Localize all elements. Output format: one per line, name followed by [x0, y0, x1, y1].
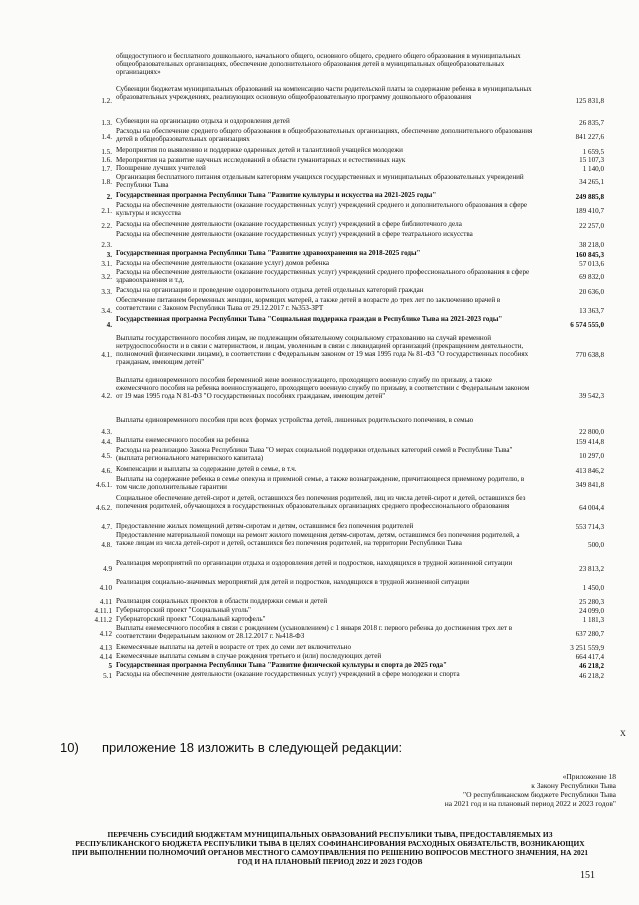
- row-description: Реализация социально-значимых мероприятий для детей и подростков, находящихся в трудной жизненной ситуации: [116, 578, 470, 586]
- row-number: 1.2.: [101, 97, 112, 105]
- row-number: 4.6.1.: [96, 480, 112, 489]
- row-amount: 39 542,3: [579, 392, 604, 400]
- table-row: [76, 578, 606, 597]
- row-number: 4.8.: [101, 541, 112, 549]
- table-row: [76, 334, 606, 376]
- row-number: 4.11.2: [94, 616, 112, 624]
- row-description: Расходы на обеспечение деятельности (оказание услуг) домов ребенка: [116, 259, 330, 267]
- row-number: 1.3.: [101, 119, 112, 127]
- row-number: 3.4.: [101, 307, 112, 315]
- table-row: [76, 191, 606, 201]
- row-amount: 500,0: [588, 541, 604, 549]
- row-number: 4.10: [99, 583, 112, 592]
- appendix-reference: [380, 772, 616, 808]
- table-row: [76, 156, 606, 164]
- table-row: [76, 315, 606, 334]
- row-amount: 1 450,0: [582, 583, 604, 592]
- row-amount: 69 832,0: [579, 273, 604, 281]
- row-description: Государственная программа Республики Тыва "Развитие культуры и искусства на 2021-2025 годы": [116, 191, 437, 199]
- row-number: 1.5.: [101, 148, 112, 156]
- row-amount: 46 218,2: [579, 662, 604, 670]
- row-number: 4.13: [99, 644, 112, 652]
- table-row: [76, 615, 606, 624]
- row-amount: 20 636,0: [579, 288, 604, 296]
- row-amount: 159 414,8: [575, 438, 604, 446]
- row-description: общедоступного и бесплатного дошкольного, начального общего, основного общего, среднего общего образования в муниципальных общеобразовательных организациях, обеспечение дополнительного образования детей в муниципальных общеобразовательных организациях»: [116, 52, 521, 76]
- table-row: [76, 465, 606, 475]
- row-description: Субвенции на организацию отдыха и оздоровления детей: [116, 117, 290, 125]
- row-amount: 57 013,6: [579, 260, 604, 268]
- row-amount: 349 841,8: [575, 480, 604, 489]
- table-row: [76, 446, 606, 465]
- appendix-line: "О республиканском бюджете Республики Тыва: [463, 790, 616, 799]
- row-number: 4.11.1: [94, 607, 112, 615]
- row-number: 3.1.: [101, 260, 112, 268]
- row-description: Расходы на обеспечение деятельности (оказание государственных услуг) учреждений в сфере библиотечного дела: [116, 220, 462, 228]
- row-number: 2.3.: [101, 241, 112, 249]
- row-number: 4.: [106, 320, 112, 329]
- row-number: 3.3.: [101, 288, 112, 296]
- row-amount: 15 107,3: [579, 156, 604, 164]
- table-row: [76, 624, 606, 643]
- row-number: 4.5.: [101, 451, 112, 460]
- row-description: Субвенции бюджетам муниципальных образований на компенсацию части родительской платы за содержание ребенка в муниципальных образовательных учреждениях, реализующих основную общеобразовательную программу дошкольного образования: [116, 85, 532, 101]
- row-number: 4.14: [99, 653, 112, 661]
- row-description: Предоставление материальной помощи на ремонт жилого помещения детям-сиротам, детям, оставшимся без попечения родителей, а также лицам из числа детей-сирот и детей, оставшихся без попечения родителей, на территории Республики Тыва: [116, 531, 520, 547]
- row-amount: 1 140,0: [582, 165, 604, 173]
- row-amount: 664 417,4: [575, 653, 604, 661]
- table-row: [76, 249, 606, 259]
- table-row: [76, 220, 606, 230]
- table-row: [76, 652, 606, 661]
- table-row: [76, 127, 606, 146]
- table-row: [76, 597, 606, 606]
- table-row: [76, 436, 606, 446]
- table-row: [76, 286, 606, 296]
- row-number: 1.6.: [101, 156, 112, 164]
- table-row: [76, 201, 606, 220]
- row-description: Расходы на организацию и проведение оздоровительного отдыха детей отдельных категорий граждан: [116, 286, 424, 294]
- row-number: 3.: [106, 251, 112, 259]
- row-number: 4.1.: [101, 351, 112, 359]
- row-description: Расходы на обеспечение деятельности (оказание государственных услуг) учреждений в сфере молодежи и спорта: [116, 670, 460, 678]
- row-number: 2.: [106, 193, 112, 201]
- row-amount: 25 280,3: [579, 598, 604, 606]
- row-amount: 413 846,2: [575, 467, 604, 475]
- row-description: Компенсации и выплаты за содержание детей в семье, в т.ч.: [116, 465, 297, 473]
- row-description: Мероприятия по выявлению и поддержке одаренных детей и талантливой учащейся молодежи: [116, 146, 403, 154]
- row-amount: 1 659,5: [582, 148, 604, 156]
- row-amount: 1 181,3: [582, 616, 604, 624]
- appendix-line: «Приложение 18: [562, 772, 616, 781]
- table-row: [76, 259, 606, 268]
- list-heading: ПЕРЕЧЕНЬ СУБСИДИЙ БЮДЖЕТАМ МУНИЦИПАЛЬНЫХ ОБРАЗОВАНИЙ РЕСПУБЛИКИ ТЫВА, ПРЕДОСТАВЛЯЕМЫХ ИЗ РЕСПУБЛИКАНСКОГО БЮДЖЕТА РЕСПУБЛИКИ ТЫВА В ЦЕЛЯХ СОФИНАНСИРОВАНИЯ РАСХОДНЫХ ОБЯЗАТЕЛЬСТВ, ВОЗНИКАЮЩИХ ПРИ ВЫПОЛНЕНИИ ПОЛНОМОЧИЙ ОРГАНОВ МЕСТНОГО САМОУПРАВЛЕНИЯ ПО РЕШЕНИЮ ВОПРОСОВ МЕСТНОГО ЗНАЧЕНИЯ, НА 2021 ГОД И НА ПЛАНОВЫЙ ПЕРИОД 2022 И 2023 ГОДОВ: [71, 830, 589, 866]
- appendix-line: к Закону Республики Тыва: [531, 781, 616, 790]
- table-row: [76, 416, 606, 436]
- row-description: Выплаты на содержание ребенка в семье опекуна и приемной семье, а также вознаграждение, причитающееся приемному родителю, в том числе дополнительные гарантии: [116, 475, 525, 491]
- row-number: 4.11: [99, 598, 112, 606]
- table-row: [76, 606, 606, 615]
- row-number: 4.4.: [101, 438, 112, 446]
- table-row: [76, 670, 606, 680]
- row-amount: 64 004,4: [579, 504, 604, 512]
- row-number: 1.8.: [101, 178, 112, 186]
- row-amount: 23 813,2: [579, 564, 604, 573]
- table-row: [76, 268, 606, 286]
- table-row: [76, 643, 606, 652]
- row-amount: 13 363,7: [579, 307, 604, 315]
- table-row: [76, 117, 606, 127]
- row-amount: 249 885,8: [575, 193, 604, 201]
- row-amount: 770 638,8: [575, 351, 604, 359]
- table-row: [76, 52, 606, 85]
- item-number: 10): [60, 740, 79, 755]
- row-number: 4.2.: [101, 392, 112, 400]
- row-amount: 24 099,0: [579, 607, 604, 615]
- row-number: 4.7.: [101, 523, 112, 531]
- table-row: [76, 376, 606, 416]
- table-row: [76, 164, 606, 173]
- row-description: Реализация мероприятий по организации отдыха и оздоровления детей и подростков, находящихся в трудной жизненной ситуации: [116, 559, 513, 567]
- row-description: Расходы на обеспечение деятельности (оказание государственных услуг) учреждений среднего профессионального образования в сфере здравоохранения и т.д.: [116, 268, 530, 284]
- row-description: Губернаторский проект "Социальный уголь": [116, 606, 251, 614]
- row-description: Организация бесплатного питания отдельным категориям учащихся государственных и муниципальных образовательных учреждений Республики Тыва: [116, 173, 524, 189]
- row-description: Выплаты государственного пособия лицам, не подлежащим обязательному социальному страхованию на случай временной нетрудоспособности и в связи с материнством, и лицам, уволенным в связи с ликвидацией организаций (прекращением деятельности, полномочий физическими лицами), в соответствии с Федеральным законом от 19 мая 1995 года № 81-ФЗ "О государственных пособиях гражданам, имеющим детей": [116, 334, 529, 366]
- row-number: 4.3.: [101, 428, 112, 436]
- appendix-line: на 2021 год и на плановый период 2022 и 2023 годов": [444, 799, 616, 808]
- row-description: Расходы на реализацию Закона Республики Тыва "О мерах социальной поддержки отдельных категорий семей в Республике Тыва" (выплата регионального материнского капитала): [116, 446, 513, 462]
- table-row: [76, 522, 606, 531]
- row-amount: 46 218,2: [579, 672, 604, 680]
- row-amount: 22 800,0: [579, 428, 604, 436]
- row-description: Реализация социальных проектов в области поддержки семьи и детей: [116, 597, 328, 605]
- row-amount: 189 410,7: [575, 206, 604, 215]
- row-description: Обеспечение питанием беременных женщин, кормящих матерей, а также детей в возрасте до трех лет по заключению врачей в соответствии с Законом Республики Тыва от 29.12.2017 г. №353-ЗРТ: [116, 296, 501, 312]
- margin-mark: X: [620, 729, 626, 738]
- row-description: Предоставление жилых помещений детям-сиротам и детям, оставшимся без попечения родителей: [116, 522, 414, 530]
- row-amount: 26 835,7: [579, 119, 604, 127]
- row-description: Губернаторский проект "Социальный картофель": [116, 615, 266, 623]
- row-description: Расходы на обеспечение деятельности (оказание государственных услуг) учреждений среднего и дополнительного образования в сфере культуры и искусства: [116, 201, 528, 217]
- row-amount: 34 265,1: [579, 178, 604, 186]
- row-description: Государственная программа Республики Тыва "Развитие здравоохранения на 2018-2025 годы": [116, 249, 421, 257]
- row-description: Выплаты ежемесячного пособия в связи с рождением (усыновлением) с 1 января 2018 г. первого ребенка до достижения трех лет в соответствии Федеральным законом от 28.12.2017 г. №418-ФЗ: [116, 624, 513, 640]
- row-number: 3.2.: [101, 273, 112, 281]
- row-description: Выплаты единовременного пособия беременной жене военнослужащего, проходящего военную службу по призыву, а также ежемесячного пособия на ребенка военнослужащего, проходящего военную службу по призыву, в соответствии с Федеральным законом от 19 мая 1995 года N 81-ФЗ "О государственных пособиях гражданам, имеющим детей": [116, 376, 530, 400]
- row-number: 1.7.: [101, 165, 112, 173]
- row-number: 4.12: [99, 629, 112, 638]
- row-amount: 3 251 559,9: [570, 644, 604, 652]
- row-number: 4.9: [103, 564, 112, 573]
- table-row: [76, 85, 606, 117]
- row-description: Государственная программа Республики Тыва "Развитие физической культуры и спорта до 2025 года": [116, 661, 447, 669]
- row-description: Выплаты единовременного пособия при всех формах устройства детей, лишенных родительского попечения, в семью: [116, 416, 474, 424]
- table-row: [76, 559, 606, 578]
- row-description: Социальное обеспечение детей-сирот и детей, оставшихся без попечения родителей, лиц из числа детей-сирот и детей, оставшихся без попечения родителей, обучающихся в государственных образовательных организациях среднего профессионального образования: [116, 494, 526, 510]
- table-row: [76, 146, 606, 156]
- amendment-item-10: [60, 740, 402, 755]
- expenditure-table: [76, 52, 606, 680]
- row-amount: 160 845,3: [575, 251, 604, 259]
- row-number: 4.6.2.: [96, 504, 112, 512]
- row-description: Государственная программа Республики Тыва "Социальная поддержка граждан в Республике Тыва на 2021-2023 годы": [116, 315, 503, 323]
- row-number: 5: [108, 662, 112, 670]
- table-row: [76, 494, 606, 522]
- table-row: [76, 296, 606, 315]
- page-number: 151: [580, 870, 595, 881]
- table-row: [76, 230, 606, 249]
- row-amount: 841 227,6: [575, 132, 604, 141]
- row-amount: 22 257,0: [579, 222, 604, 230]
- table-row: [76, 173, 606, 191]
- row-description: Мероприятия на развитие научных исследований в области гуманитарных и естественных наук: [116, 156, 406, 164]
- row-number: 2.1.: [101, 206, 112, 215]
- table-row: [76, 661, 606, 670]
- row-amount: 6 574 555,0: [570, 320, 604, 329]
- table-row: [76, 475, 606, 494]
- row-description: Поощрение лучших учителей: [116, 164, 206, 172]
- row-amount: 38 218,0: [579, 241, 604, 249]
- item-text: приложение 18 изложить в следующей редакции:: [102, 740, 403, 755]
- row-number: 4.6.: [101, 467, 112, 475]
- row-number: 2.2.: [101, 222, 112, 230]
- row-description: Расходы на обеспечение деятельности (оказание государственных услуг) учреждений в сфере театрального искусства: [116, 230, 473, 238]
- row-amount: 553 714,3: [575, 523, 604, 531]
- row-amount: 637 280,7: [575, 629, 604, 638]
- table-row: [76, 531, 606, 559]
- row-number: 5.1: [103, 672, 112, 680]
- row-description: Ежемесячные выплаты семьям в случае рождения третьего и (или) последующих детей: [116, 652, 382, 660]
- row-description: Выплаты ежемесячного пособия на ребенка: [116, 436, 249, 444]
- row-amount: 10 297,0: [579, 451, 604, 460]
- row-number: 1.4.: [101, 132, 112, 141]
- row-description: Ежемесячные выплаты на детей в возрасте от трех до семи лет включительно: [116, 643, 352, 651]
- row-amount: 125 831,8: [575, 97, 604, 105]
- row-description: Расходы на обеспечение среднего общего образования в общеобразовательных организациях, обеспечение дополнительного образования детей в общеобразовательных организациях: [116, 127, 533, 143]
